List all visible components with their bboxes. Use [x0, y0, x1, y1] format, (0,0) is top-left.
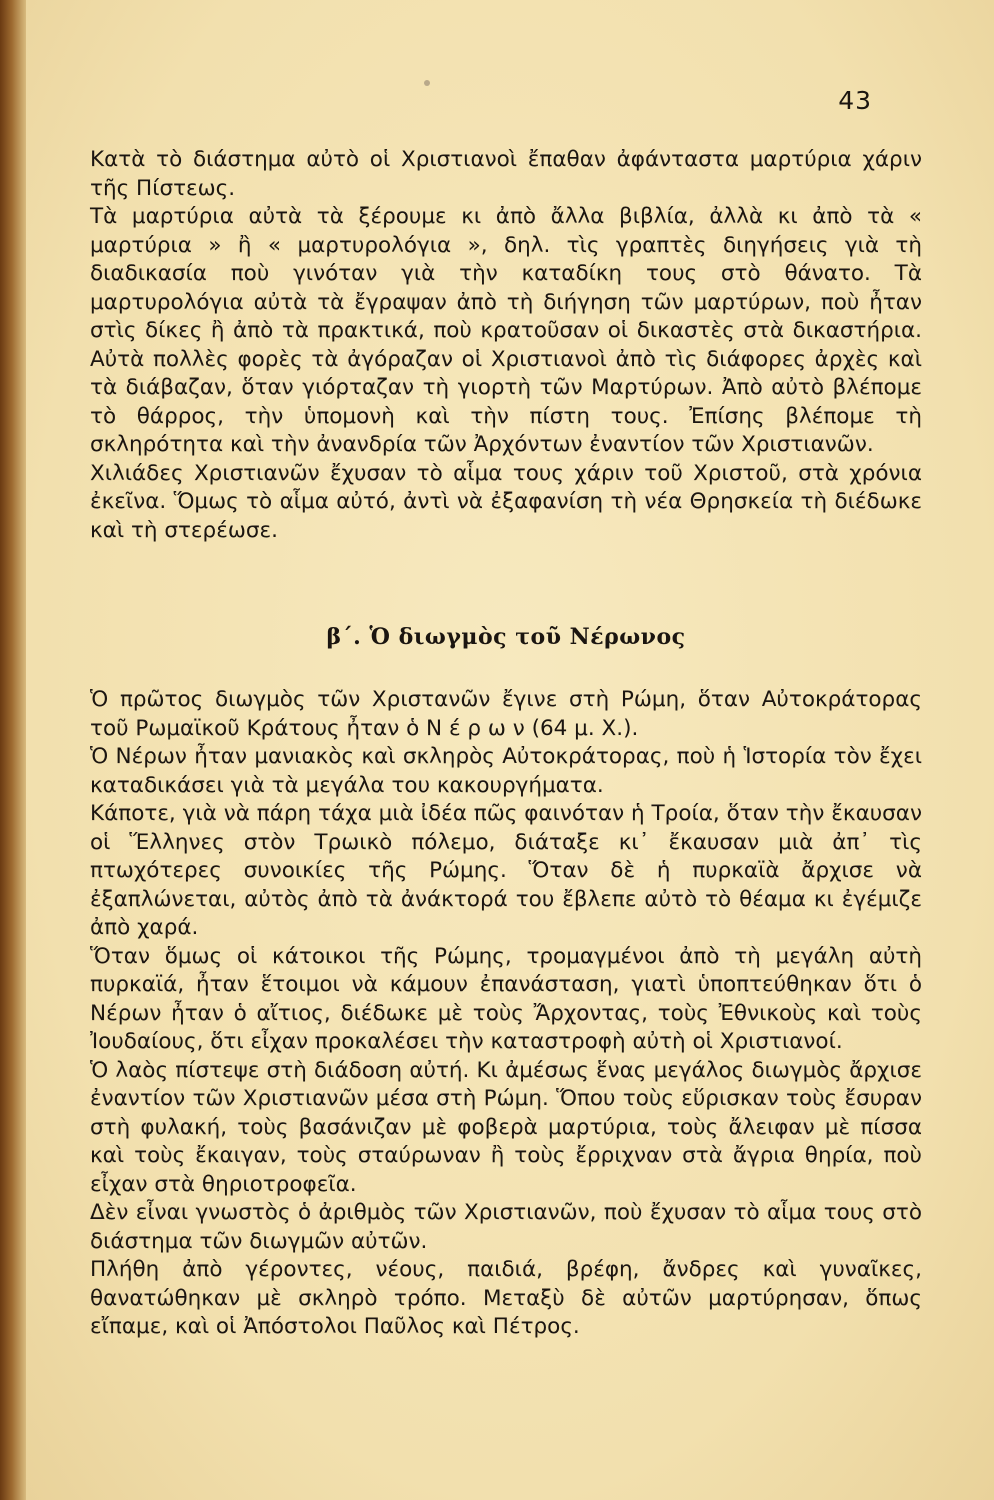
paragraph: Χιλιάδες Χριστιανῶν ἔχυσαν τὸ αἷμα τους χάριν τοῦ Χριστοῦ, στὰ χρόνια ἐκεῖνα. Ὅμως τὸ αἷμα αὐτό, ἀντὶ νὰ ἐξαφανίση τὴ νέα Θρησκεία τὴ διέδωκε καὶ τὴ στερέωσε. [90, 460, 922, 543]
page-number: 43 [838, 86, 872, 115]
paragraph: Ὁ πρῶτος διωγμὸς τῶν Χριστανῶν ἔγινε στὴ Ρώμη, ὅταν Αὐτοκράτορας τοῦ Ρωμαϊκοῦ Κράτους ἦταν ὁ Ν έ ρ ω ν (64 μ. Χ.). [90, 687, 922, 741]
book-page [26, 0, 994, 1500]
paper-speck [424, 80, 430, 86]
paragraph: Πλήθη ἀπὸ γέροντες, νέους, παιδιά, βρέφη, ἄνδρες καὶ γυναῖκες, θανατώθηκαν μὲ σκληρὸ τρόπο. Μεταξὺ δὲ αὐτῶν μαρτύρησαν, ὅπως εἴπαμε, καὶ οἱ Ἀπόστολοι Παῦλος καὶ Πέτρος. [90, 1257, 922, 1339]
book-spine-shadow [0, 0, 26, 1500]
paragraph: Ὁ Νέρων ἦταν μανιακὸς καὶ σκληρὸς Αὐτοκράτορας, ποὺ ἡ Ἱστορία τὸν ἔχει καταδικάσει γιὰ τὰ μεγάλα του κακουργήματα. [90, 744, 922, 798]
intro-text [90, 146, 922, 545]
paragraph: Κάποτε, γιὰ νὰ πάρη τάχα μιὰ ἰδέα πῶς φαινόταν ἡ Τροία, ὅταν τὴν ἔκαυσαν οἱ Ἕλληνες στὸν Τρωικὸ πόλεμο, διάταξε κι᾿ ἔκαυσαν μιὰ ἀπ᾿ τὶς πτωχότερες συνοικίες τῆς Ρώμης. Ὅταν δὲ ἡ πυρκαϊὰ ἄρχισε νὰ ἐξαπλώνεται, αὐτὸς ἀπὸ τὰ ἀνάκτορά του ἔβλεπε αὐτὸ τὸ θέαμα κι ἐγέμιζε ἀπὸ χαρά. [90, 801, 922, 940]
section-heading: β΄. Ὁ διωγμὸς τοῦ Νέρωνος [326, 624, 686, 650]
paragraph: Ὁ λαὸς πίστεψε στὴ διάδοση αὐτή. Κι ἀμέσως ἕνας μεγάλος διωγμὸς ἄρχισε ἐναντίον τῶν Χριστιανῶν μέσα στὴ Ρώμη. Ὅπου τοὺς εὕρισκαν τοὺς ἔσυραν στὴ φυλακή, τοὺς βασάνιζαν μὲ φοβερὰ μαρτύρια, τοὺς ἄλειφαν μὲ πίσσα καὶ τοὺς ἔκαιγαν, τοὺς σταύρωναν ἢ τοὺς ἔρριχναν στὰ ἄγρια θηρία, ποὺ εἶχαν στὰ θηριοτροφεῖα. [90, 1057, 922, 1197]
paragraph: Ὅταν ὅμως οἱ κάτοικοι τῆς Ρώμης, τρομαγμένοι ἀπὸ τὴ μεγάλη αὐτὴ πυρκαϊά, ἦταν ἕτοιμοι νὰ κάμουν ἐπανάσταση, γιατὶ ὑποπτεύθηκαν ὅτι ὁ Νέρων ἦταν ὁ αἴτιος, διέδωκε μὲ τοὺς Ἄρχοντας, τοὺς Ἐθνικοὺς καὶ τοὺς Ἰουδαίους, ὅτι εἶχαν προκαλέσει τὴν καταστροφὴ αὐτὴ οἱ Χριστιανοί. [90, 943, 922, 1054]
paragraph: Τὰ μαρτύρια αὐτὰ τὰ ξέρουμε κι ἀπὸ ἄλλα βιβλία, ἀλλὰ κι ἀπὸ τὰ « μαρτύρια » ἢ « μαρτυρολόγια », δηλ. τὶς γραπτὲς διηγήσεις γιὰ τὴ διαδικασία ποὺ γινόταν γιὰ τὴν καταδίκη τους στὸ θάνατο. Τὰ μαρτυρολόγια αὐτὰ τὰ ἔγραψαν ἀπὸ τὴ διήγηση τῶν μαρτύρων, ποὺ ἦταν στὶς δίκες ἢ ἀπὸ τὰ πρακτικά, ποὺ κρατοῦσαν οἱ δικαστὲς στὰ δικαστήρια. Αὐτὰ πολλὲς φορὲς τὰ ἀγόραζαν οἱ Χριστιανοὶ ἀπὸ τὶς διάφορες ἀρχὲς καὶ τὰ διάβαζαν, ὅταν γιόρταζαν τὴ γιορτὴ τῶν Μαρτύρων. Ἀπὸ αὐτὸ βλέπομε τὸ θάρρος, τὴν ὑπομονὴ καὶ τὴν πίστη τους. Ἐπίσης βλέπομε τὴ σκληρότητα καὶ τὴν ἀνανδρία τῶν Ἀρχόντων ἐναντίον τῶν Χριστιανῶν. [90, 204, 922, 457]
section-text [90, 686, 922, 1342]
paragraph: Δὲν εἶναι γνωστὸς ὁ ἀριθμὸς τῶν Χριστιανῶν, ποὺ ἔχυσαν τὸ αἷμα τους στὸ διάστημα τῶν διωγμῶν αὐτῶν. [90, 1200, 922, 1254]
paragraph: Κατὰ τὸ διάστημα αὐτὸ οἱ Χριστιανοὶ ἔπαθαν ἀφάνταστα μαρτύρια χάριν τῆς Πίστεως. [90, 147, 922, 201]
